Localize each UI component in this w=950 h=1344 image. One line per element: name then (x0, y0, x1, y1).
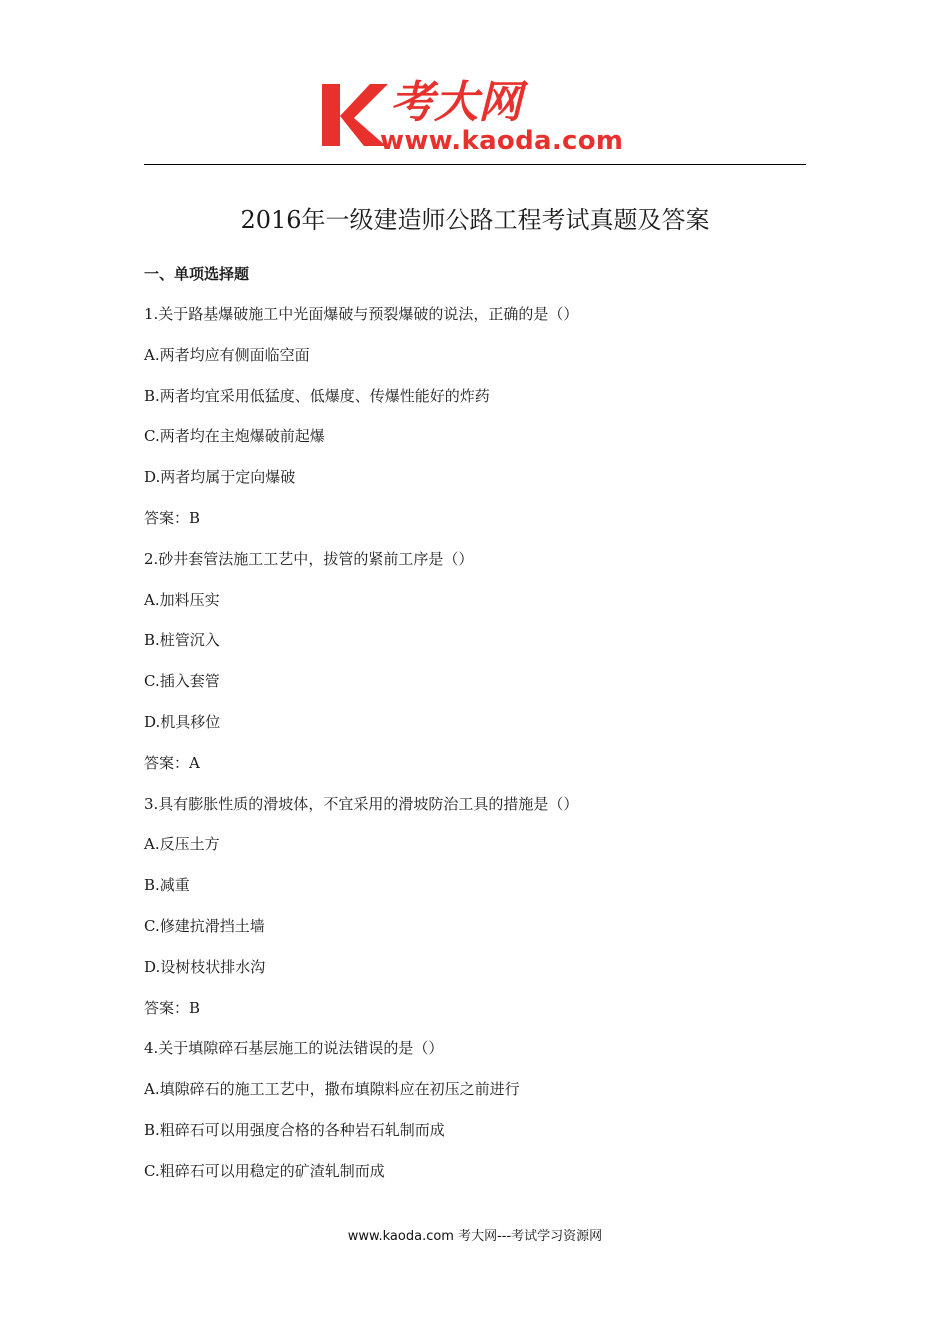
option-text: A.加料压实 (144, 590, 220, 609)
option-text: C.插入套管 (144, 672, 220, 691)
option-text: C.粗碎石可以用稳定的矿渣轧制而成 (144, 1161, 385, 1180)
page-footer: www.kaoda.com 考大网---考试学习资源网 (347, 1229, 603, 1244)
option-text: D.机具移位 (144, 712, 221, 731)
question-text: 4.关于填隙碎石基层施工的说法错误的是（） (144, 1039, 444, 1058)
question-list (144, 302, 806, 1200)
option-text: C.两者均在主炮爆破前起爆 (144, 427, 325, 446)
option-text: B.减重 (144, 876, 190, 895)
answer-text: 答案：B (144, 998, 201, 1017)
logo-url: www.kaoda.com (380, 126, 624, 156)
question-text: 1.关于路基爆破施工中光面爆破与预裂爆破的说法，正确的是（） (144, 305, 579, 323)
header-divider (144, 164, 806, 165)
option-text: B.桩管沉入 (144, 631, 220, 650)
kaoda-logo (318, 78, 648, 160)
option-text: B.两者均宜采用低猛度、低爆度、传爆性能好的炸药 (144, 386, 490, 405)
logo-title: 考大网 (390, 77, 522, 128)
answer-text: 答案：B (144, 508, 201, 527)
option-text: A.反压土方 (144, 835, 220, 854)
option-text: A.填隙碎石的施工工艺中，撒布填隙料应在初压之前进行 (144, 1080, 520, 1099)
option-text: D.设树枝状排水沟 (144, 957, 266, 976)
question-text: 3.具有膨胀性质的滑坡体，不宜采用的滑坡防治工具的措施是（） (144, 794, 579, 813)
question-text: 2.砂井套管法施工工艺中，拔管的紧前工序是（） (144, 549, 474, 568)
option-text: D.两者均属于定向爆破 (144, 468, 296, 487)
section-heading: 一、单项选择题 (144, 265, 250, 283)
answer-text: 答案：A (144, 753, 200, 772)
document-title: 2016年一级建造师公路工程考试真题及答案 (240, 206, 710, 234)
option-text: B.粗碎石可以用强度合格的各种岩石轧制而成 (144, 1120, 445, 1139)
option-text: A.两者均应有侧面临空面 (144, 345, 310, 364)
option-text: C.修建抗滑挡土墙 (144, 916, 265, 935)
